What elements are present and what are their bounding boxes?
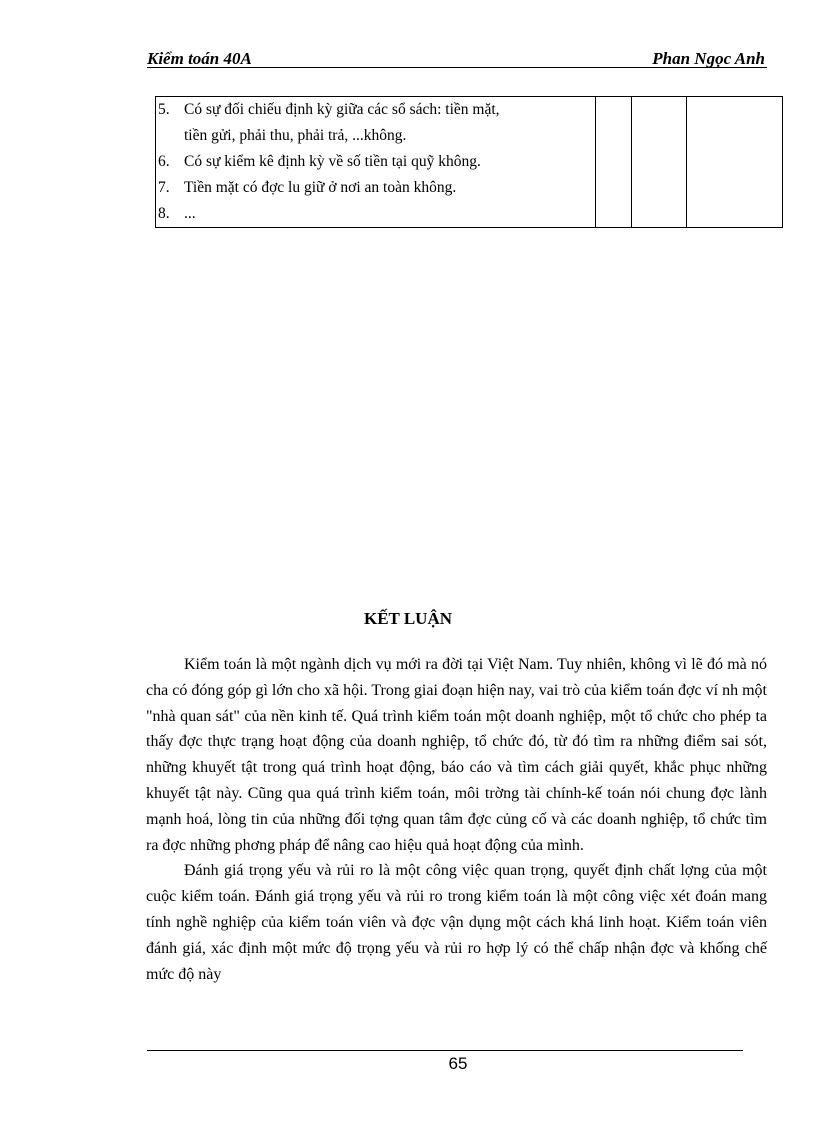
checklist-item-continuation: tiền gửi, phải thu, phải trả, ...không. xyxy=(184,127,407,144)
paragraph: Đánh giá trọng yếu và rủi ro là một công việc quan trọng, quyết định chất lợng của một cuộc kiểm toán. Đánh giá trọng yếu và rủi ro trong kiểm toán là một công việc xét đoán mang tính nghề nghiệp của kiểm toán viên và đợc vận dụng một cách khá linh hoạt. Kiểm toán viên đánh giá, xác định một mức độ trọng yếu và rủi ro hợp lý có thể chấp nhận đợc và khống chế mức độ này xyxy=(146,862,767,983)
answer-cell-yes xyxy=(596,97,632,228)
header-author: Phan Ngọc Anh xyxy=(652,49,765,68)
checklist-item: 6. Có sự kiểm kê định kỳ về số tiền tại quỹ không. xyxy=(158,153,481,170)
checklist-table xyxy=(155,96,783,228)
header-course: Kiểm toán 40A xyxy=(147,49,252,68)
checklist-items-cell xyxy=(156,97,596,228)
page-number: 65 xyxy=(448,1054,468,1073)
checklist-item: 5. Có sự đối chiếu định kỳ giữa các sổ sách: tiền mặt, xyxy=(158,101,500,118)
answer-cell-no xyxy=(632,97,687,228)
checklist-item: 7. Tiền mặt có đợc lu giữ ở nơi an toàn không. xyxy=(158,179,457,196)
footer-divider xyxy=(147,1050,743,1051)
answer-cell-notes xyxy=(687,97,783,228)
body-text xyxy=(146,652,767,987)
checklist-item: 8. ... xyxy=(158,205,196,222)
page-header xyxy=(147,49,767,68)
paragraph: Kiểm toán là một ngành dịch vụ mới ra đời tại Việt Nam. Tuy nhiên, không vì lẽ đó mà nó cha có đóng góp gì lớn cho xã hội. Trong giai đoạn hiện nay, vai trò của kiểm toán đợc ví nh một "nhà quan sát" của nền kinh tế. Quá trình kiểm toán một doanh nghiệp, một tổ chức cho phép ta thấy đợc thực trạng hoạt động của doanh nghiệp, tổ chức đó, từ đó tìm ra những điểm sai sót, những khuyết tật trong quá trình hoạt động, báo cáo và tìm cách giải quyết, khắc phục những khuyết tật này. Cũng qua quá trình kiểm toán, môi trờng tài chính-kế toán nói chung đợc lành mạnh hoá, lòng tin của những đối tợng quan tâm đợc củng cố và các doanh nghiệp, tổ chức tìm ra đợc những phơng pháp để nâng cao hiệu quả hoạt động của mình. xyxy=(146,656,767,854)
section-title: KẾT LUẬN xyxy=(363,609,452,628)
